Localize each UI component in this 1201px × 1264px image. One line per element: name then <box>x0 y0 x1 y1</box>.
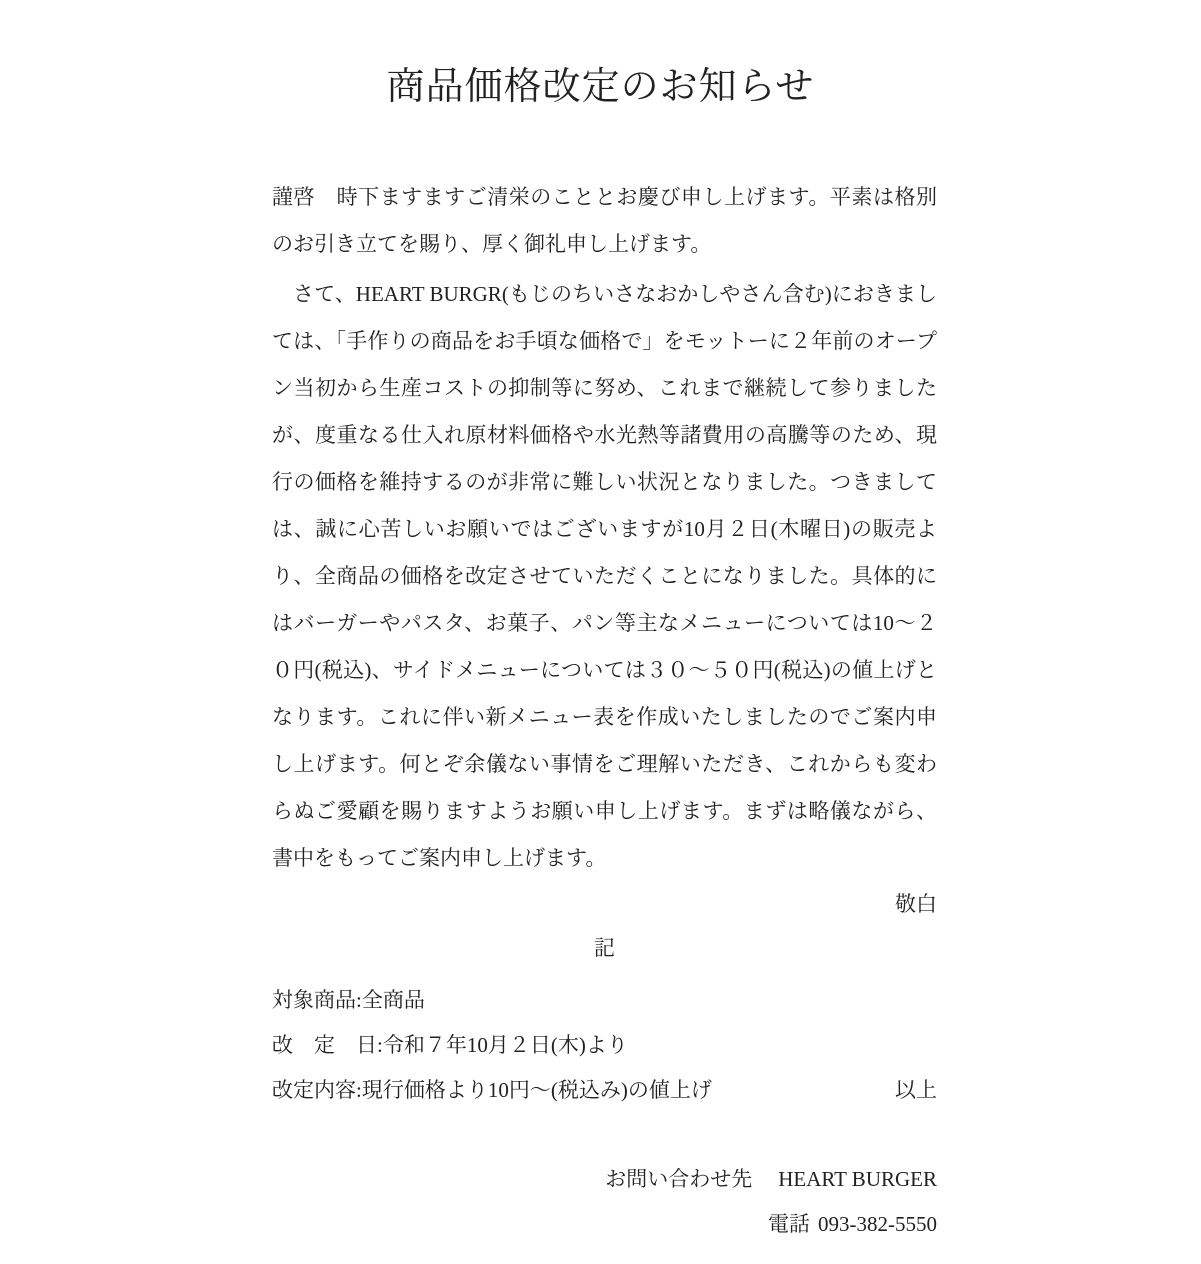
record-items <box>272 978 937 1113</box>
closing-word: 敬白 <box>895 891 937 916</box>
item-revision-details-colon: : <box>356 1077 362 1102</box>
contact-label: お問い合わせ先 <box>605 1166 753 1191</box>
letter-body <box>272 174 937 1247</box>
record-marker: 記 <box>594 935 615 960</box>
item-target-products-colon: : <box>356 987 362 1012</box>
document-page <box>0 64 1201 1264</box>
contact-line <box>272 1157 937 1202</box>
item-revision-date-label: 改 定 日 <box>272 1032 377 1057</box>
item-target-products-value: 全商品 <box>361 987 425 1012</box>
phone-line <box>272 1202 937 1247</box>
item-revision-date-colon: : <box>377 1032 383 1057</box>
item-revision-date-value: 令和７年10月２日(木)より <box>382 1032 628 1057</box>
phone-number: 093-382-5550 <box>818 1211 937 1236</box>
item-target-products-label: 対象商品 <box>272 987 356 1012</box>
end-marker: 以上 <box>895 1077 937 1102</box>
phone-label: 電話 <box>768 1211 810 1236</box>
item-target-products <box>272 978 937 1023</box>
contact-block <box>272 1157 937 1247</box>
item-revision-details-label: 改定内容 <box>272 1077 356 1102</box>
document-title: 商品価格改定のお知らせ <box>386 66 815 108</box>
item-revision-details-value: 現行価格より10円～(税込み)の値上げ <box>361 1077 712 1102</box>
item-revision-date <box>272 1023 937 1068</box>
main-paragraph: さて、HEART BURGR(もじのちいさなおかしやさん含む)におきましては、「手作りの商品をお手頃な価格で」をモットーに２年前のオープン当初から生産コストの抑制等に努め、これまで継続して参りましたが、度重なる仕入れ原材料価格や水光熱等諸費用の高騰等のため、現行の価格を維持するのが非常に難しい状況となりました。つきましては、誠に心苦しいお願いではございますが10月２日(木曜日)の販売より、全商品の価格を改定させていただくことになりました。具体的にはバーガーやパスタ、お菓子、パン等主なメニューについては10～２０円(税込)、サイドメニューについては３０～５０円(税込)の値上げとなります。これに伴い新メニュー表を作成いたしましたのでご案内申し上げます。何とぞ余儀ない事情をご理解いただき、これからも変わらぬご愛顧を賜りますようお願い申し上げます。まずは略儀ながら、書中をもってご案内申し上げます。 <box>272 281 937 870</box>
item-revision-details <box>272 1068 937 1113</box>
company-name: HEART BURGER <box>778 1166 937 1191</box>
greeting-paragraph: 謹啓 時下ますますご清栄のこととお慶び申し上げます。平素は格別のお引き立てを賜り、厚く御礼申し上げます。 <box>272 184 937 256</box>
